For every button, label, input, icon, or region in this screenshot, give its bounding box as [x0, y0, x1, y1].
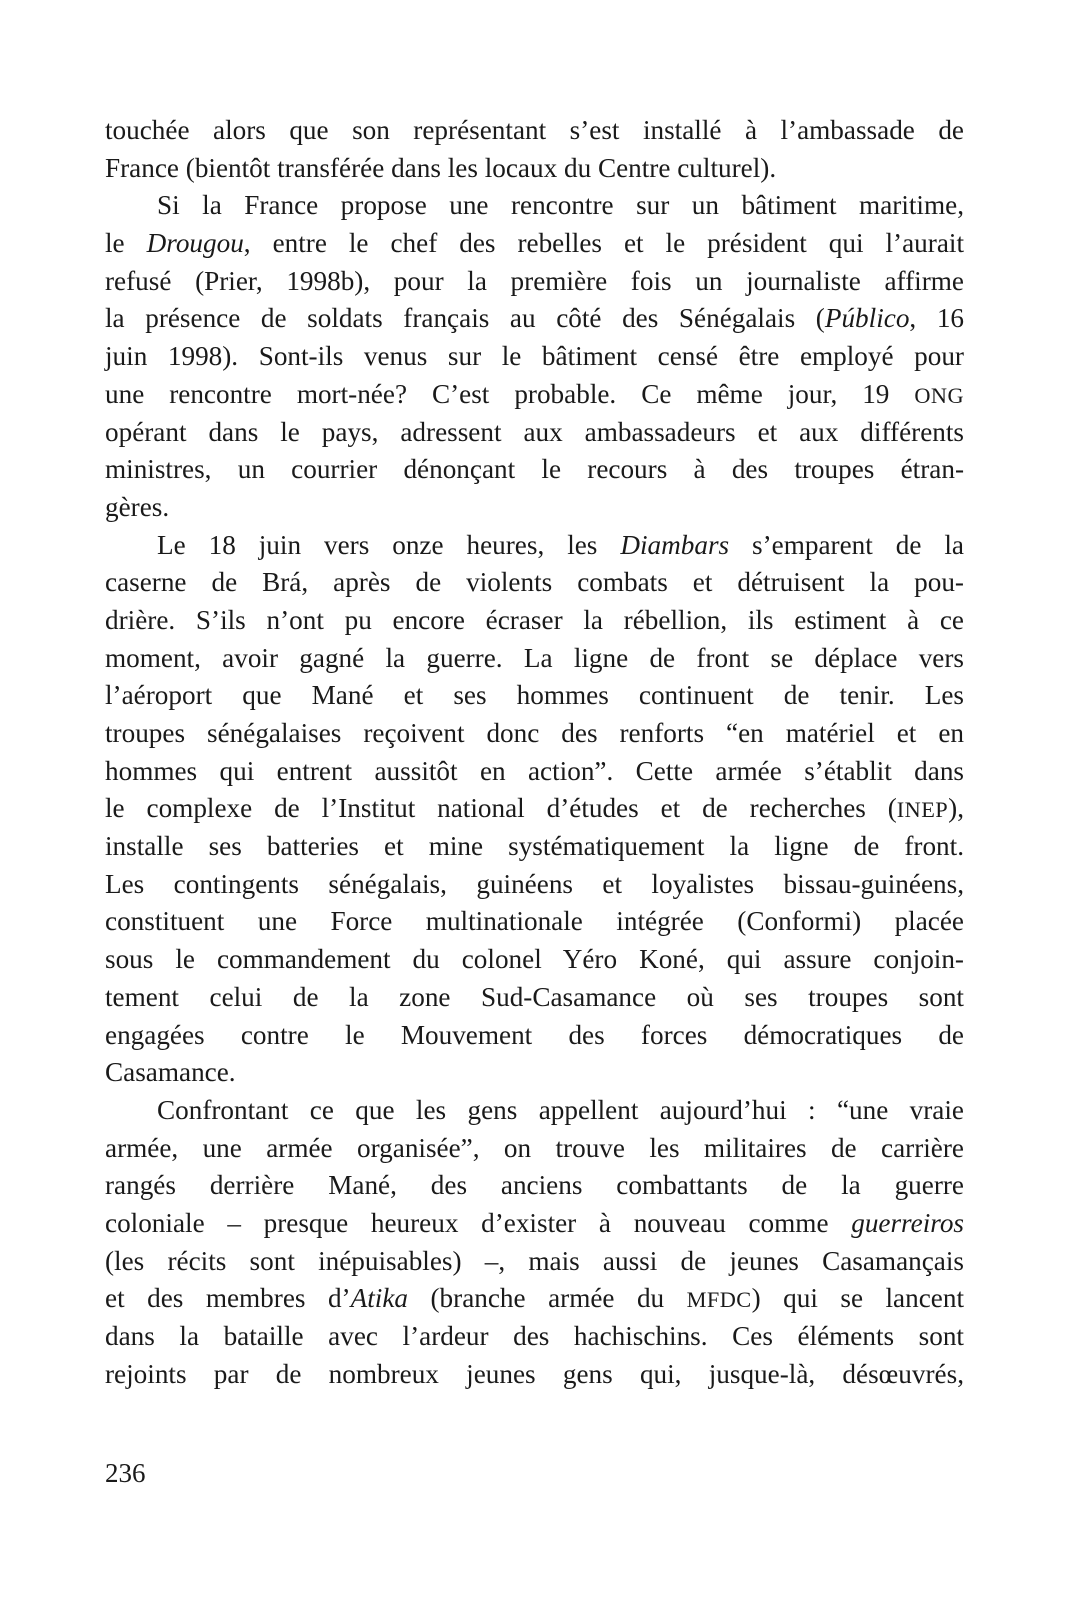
- text-segment: touchée alors que son représentant s’est installé à l’ambassade de: [105, 115, 964, 145]
- text-segment: dans la bataille avec l’ardeur des hachischins. Ces éléments sont: [105, 1321, 964, 1351]
- text-segment: une rencontre mort-née? C’est probable. Ce même jour, 19: [105, 378, 915, 409]
- text-segment: (branche armée du: [408, 1283, 687, 1314]
- text-segment: Les contingents sénégalais, guinéens et loyalistes bissau-guinéens,: [105, 868, 964, 899]
- small-caps-text: ONG: [914, 382, 964, 408]
- text-line: [105, 225, 964, 263]
- text-segment: , 16: [909, 303, 965, 334]
- text-segment: Si la France propose une rencontre sur un bâtiment maritime,: [157, 190, 964, 221]
- text-line: [105, 1318, 964, 1356]
- text-segment: drière. S’ils n’ont pu encore écraser la rébellion, ils estiment à ce: [105, 604, 964, 635]
- text-line: [105, 828, 964, 866]
- text-line: [105, 263, 964, 301]
- text-segment: coloniale – presque heureux d’exister à nouveau comme: [105, 1207, 852, 1238]
- text-segment: rangés derrière Mané, des anciens combattants de la guerre: [105, 1170, 964, 1201]
- text-segment: ministres, un courrier dénonçant le recours à des troupes étran-: [105, 454, 964, 485]
- italic-text: Diambars: [620, 529, 730, 560]
- text-line: [105, 903, 964, 941]
- text-segment: gères.: [105, 491, 170, 522]
- text-line: [105, 979, 964, 1017]
- text-segment: installe ses batteries et mine systématiquement la ligne de front.: [105, 831, 964, 862]
- text-segment: et des membres d’: [105, 1283, 351, 1314]
- text-segment: (les récits sont inépuisables) –, mais aussi de jeunes Casamançais: [105, 1245, 964, 1276]
- text-segment: s’emparent de la: [729, 529, 964, 560]
- text-line: [105, 1017, 964, 1055]
- text-line: [105, 677, 964, 715]
- small-caps-text: MFDC: [686, 1287, 752, 1313]
- text-segment: Casamance.: [105, 1057, 236, 1088]
- text-segment: France (bientôt transférée dans les locaux du Centre culturel).: [105, 152, 777, 183]
- text-segment: sous le commandement du colonel Yéro Koné, qui assure conjoin-: [105, 944, 964, 975]
- text-line: [105, 1243, 964, 1281]
- italic-text: Público: [824, 303, 910, 334]
- text-segment: ) qui se lancent: [751, 1283, 964, 1314]
- text-line: [105, 602, 964, 640]
- text-segment: , entre le chef des rebelles et le président qui l’aurait: [243, 228, 965, 259]
- text-segment: Le 18 juin vers onze heures, les: [157, 529, 621, 560]
- text-line: [105, 715, 964, 753]
- text-line: [105, 1356, 964, 1394]
- text-line: [105, 300, 964, 338]
- text-line: [105, 451, 964, 489]
- text-line: [105, 414, 964, 452]
- text-line: [105, 1280, 964, 1318]
- text-segment: Confrontant ce que les gens appellent aujourd’hui : “une vraie: [157, 1094, 964, 1125]
- text-line: [105, 338, 964, 376]
- text-line: [105, 527, 964, 565]
- text-segment: opérant dans le pays, adressent aux ambassadeurs et aux différents: [105, 416, 964, 447]
- text-segment: hommes qui entrent aussitôt en action”. Cette armée s’établit dans: [105, 755, 964, 786]
- text-segment: armée, une armée organisée”, on trouve les militaires de carrière: [105, 1132, 964, 1163]
- text-segment: engagées contre le Mouvement des forces démocratiques de: [105, 1019, 964, 1050]
- text-line: [105, 1130, 964, 1168]
- text-line: [105, 790, 964, 828]
- text-line: [105, 112, 964, 150]
- body-text: [105, 112, 964, 1393]
- text-segment: la présence de soldats français au côté des Sénégalais (: [105, 303, 825, 334]
- text-segment: tement celui de la zone Sud-Casamance où ses troupes sont: [105, 981, 964, 1012]
- text-segment: l’aéroport que Mané et ses hommes continuent de tenir. Les: [105, 680, 964, 711]
- text-line: [105, 564, 964, 602]
- page-number: 236: [105, 1458, 146, 1488]
- small-caps-text: INEP: [896, 797, 949, 823]
- text-line: [105, 150, 964, 188]
- text-segment: moment, avoir gagné la guerre. La ligne de front se déplace vers: [105, 642, 964, 673]
- text-line: [105, 866, 964, 904]
- text-segment: le: [105, 228, 147, 259]
- text-segment: refusé (Prier, 1998b), pour la première fois un journaliste affirme: [105, 265, 964, 296]
- italic-text: Drougou: [146, 228, 244, 259]
- text-line: [105, 1205, 964, 1243]
- italic-text: guerreiros: [851, 1207, 964, 1238]
- text-line: [105, 376, 964, 414]
- text-line: [105, 489, 964, 527]
- text-line: [105, 1054, 964, 1092]
- text-segment: caserne de Brá, après de violents combats et détruisent la pou-: [105, 567, 964, 598]
- text-segment: constituent une Force multinationale intégrée (Conformi) placée: [105, 906, 964, 937]
- text-segment: rejoints par de nombreux jeunes gens qui, jusque-là, désœuvrés,: [105, 1358, 964, 1389]
- text-line: [105, 1092, 964, 1130]
- italic-text: Atika: [350, 1283, 409, 1314]
- text-line: [105, 1167, 964, 1205]
- text-line: [105, 753, 964, 791]
- text-segment: troupes sénégalaises reçoivent donc des renforts “en matériel et en: [105, 718, 964, 748]
- text-line: [105, 941, 964, 979]
- text-line: [105, 187, 964, 225]
- text-segment: juin 1998). Sont-ils venus sur le bâtiment censé être employé pour: [105, 341, 964, 372]
- text-line: [105, 640, 964, 678]
- text-segment: ),: [948, 793, 964, 824]
- text-segment: le complexe de l’Institut national d’études et de recherches (: [105, 793, 897, 824]
